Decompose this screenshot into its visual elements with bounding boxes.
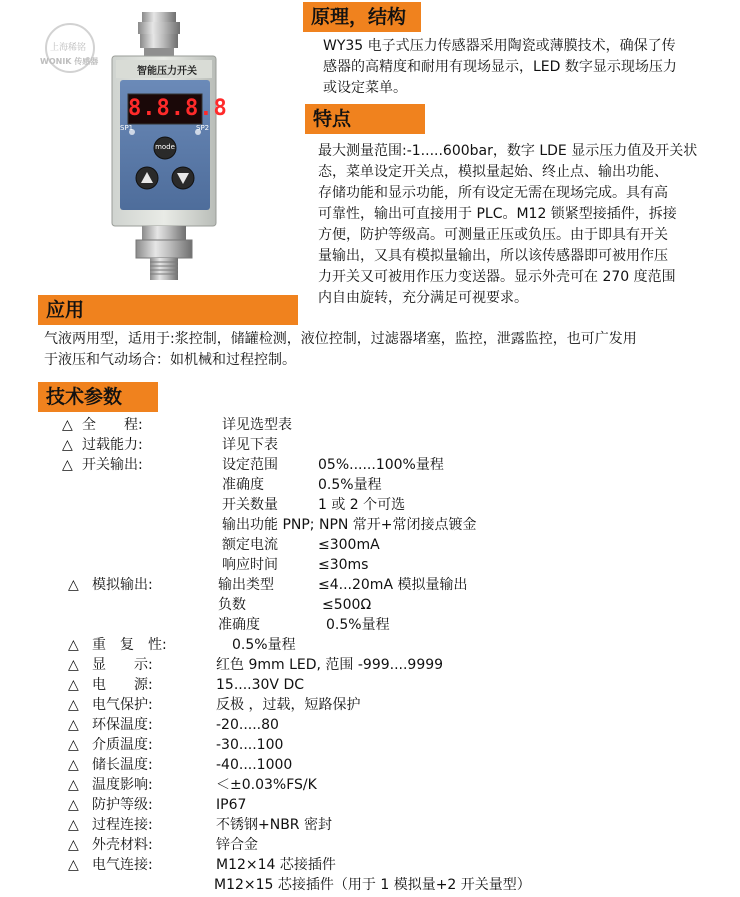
spec-value: 0.5%量程 [232,637,296,653]
features-line: 量输出，又具有模拟量输出，所以该传感器即可被用作压 [318,248,668,264]
section-application-body [44,329,734,371]
spec-value-detail: 0.5%量程 [318,477,382,493]
spec-value: 开关数量 [222,497,278,513]
spec-row [0,576,740,596]
spec-mark-icon: △ [62,437,73,453]
pressure-switch-image [40,0,270,300]
spec-value: 不锈钢+NBR 密封 [216,817,332,833]
spec-value: M12×14 芯接插件 [216,857,336,873]
spec-mark-icon: △ [68,857,79,873]
spec-value: 输出功能 PNP; NPN 常开+常闭接点镀金 [222,517,477,533]
spec-value: 准确度 [222,477,264,493]
spec-value: IP67 [216,797,247,813]
principle-line: WY35 电子式压力传感器采用陶瓷或薄膜技术，确保了传 [323,38,676,54]
spec-mark-icon: △ [68,737,79,753]
spec-row [0,776,740,796]
spec-mark-icon: △ [68,757,79,773]
spec-row [0,676,740,696]
watermark-brand: WONIK 传感器 [40,57,99,66]
spec-value: 输出类型 [218,577,274,593]
features-line: 内自由旋转，充分满足可视要求。 [318,290,528,306]
features-line: 可靠性，输出可直接用于 PLC。M12 锁紧型接插件，拆接 [318,206,677,222]
spec-row [0,436,740,456]
spec-label: 电 源: [92,677,153,693]
spec-label: 介质温度: [92,737,153,753]
spec-label: 防护等级: [92,797,153,813]
spec-label: 模拟输出: [92,577,153,593]
spec-value: 详见下表 [222,437,278,453]
spec-value-detail: ≤30ms [318,557,369,573]
spec-value: -30....100 [216,737,284,753]
spec-row [0,416,740,436]
spec-row [0,716,740,736]
spec-mark-icon: △ [68,657,79,673]
spec-row [0,536,740,556]
spec-label: 环保温度: [92,717,153,733]
features-line: 存储功能和显示功能，所有设定无需在现场完成。具有高 [318,185,668,201]
spec-label: 外壳材料: [92,837,153,853]
section-principle-title: 原理，结构 [303,2,421,32]
section-application-title: 应用 [38,295,298,325]
spec-row [0,516,740,536]
spec-value: 详见选型表 [222,417,292,433]
spec-value: 额定电流 [222,537,278,553]
spec-mark-icon: △ [68,717,79,733]
spec-mark-icon: △ [62,417,73,433]
sp2-label: SP2 [196,124,210,132]
spec-mark-icon: △ [68,677,79,693]
spec-value-detail: ≤500Ω [322,597,372,613]
spec-row [0,476,740,496]
spec-value-detail: ≤300mA [318,537,380,553]
spec-label: 储长温度: [92,757,153,773]
spec-row [0,616,740,636]
spec-mark-icon: △ [68,637,79,653]
spec-label: 显 示: [92,657,153,673]
spec-value: 反极 ，过载，短路保护 [216,697,361,713]
spec-label: 电气连接: [92,857,153,873]
spec-mark-icon: △ [68,697,79,713]
spec-row [0,596,740,616]
spec-value: -40....1000 [216,757,293,773]
application-line: 于液压和气动场合：如机械和过程控制。 [44,352,296,368]
spec-label: 开关输出: [82,457,143,473]
features-line: 方便，防护等级高。可测量正压或负压。由于即具有开关 [318,227,668,243]
spec-row [0,836,740,856]
mode-button: mode [155,143,175,151]
spec-mark-icon: △ [68,817,79,833]
spec-row [0,796,740,816]
section-features-body [318,141,733,309]
device-brand-label: 智能压力开关 [137,66,197,77]
spec-row [0,696,740,716]
spec-row [0,656,740,676]
spec-row [0,756,740,776]
down-arrow-icon [172,167,194,189]
spec-label: 全 程: [82,417,143,433]
spec-mark-icon: △ [68,577,79,593]
watermark-top: 上海稀铭 [50,43,87,53]
spec-label: 重 复 性: [92,637,167,653]
features-line: 最大测量范围:-1.....600bar，数字 LDE 显示压力值及开关状 [318,143,698,159]
spec-value: 响应时间 [222,557,278,573]
spec-label: 温度影响: [92,777,153,793]
section-principle-body [323,36,723,99]
spec-value: -20.....80 [216,717,279,733]
spec-value: M12×15 芯接插件（用于 1 模拟量+2 开关量型） [214,877,531,893]
spec-value: 15....30V DC [216,677,305,693]
spec-mark-icon: △ [68,797,79,813]
spec-row [0,456,740,476]
spec-value: 设定范围 [222,457,278,473]
spec-row [0,856,740,876]
spec-value-detail: 05%......100%量程 [318,457,444,473]
spec-mark-icon: △ [68,777,79,793]
section-specs-title: 技术参数 [38,382,158,412]
spec-value: 负数 [218,597,246,613]
spec-row [0,496,740,516]
spec-label: 电气保护: [92,697,153,713]
spec-value-detail: 1 或 2 个可选 [318,497,406,513]
spec-row [0,736,740,756]
spec-row [0,556,740,576]
spec-label: 过载能力: [82,437,143,453]
spec-value: 红色 9mm LED, 范围 -999....9999 [216,657,444,673]
principle-line: 或设定菜单。 [323,80,407,96]
spec-mark-icon: △ [62,457,73,473]
spec-row [0,816,740,836]
section-features-title: 特点 [305,104,425,134]
spec-label: 过程连接: [92,817,153,833]
spec-row [0,876,740,896]
application-line: 气液两用型，适用于:浆控制，储罐检测，液位控制，过滤器堵塞，监控，泄露监控，也可广发用 [44,331,637,347]
spec-value: 准确度 [218,617,260,633]
up-arrow-icon [136,167,158,189]
spec-value-detail: 0.5%量程 [326,617,390,633]
spec-row [0,636,740,656]
spec-value: 锌合金 [216,837,258,853]
led-display: 8.8.8.8 [128,96,228,121]
features-line: 态，菜单设定开关点，模拟量起始、终止点、输出功能、 [318,164,668,180]
sp1-label: SP1 [120,124,134,132]
spec-value-detail: ≤4...20mA 模拟量输出 [318,577,468,593]
spec-mark-icon: △ [68,837,79,853]
spec-value: ＜±0.03%FS/K [216,777,317,793]
features-line: 力开关又可被用作压力变送器。显示外壳可在 270 度范围 [318,269,676,285]
principle-line: 感器的高精度和耐用有现场显示，LED 数字显示现场压力 [323,59,677,75]
